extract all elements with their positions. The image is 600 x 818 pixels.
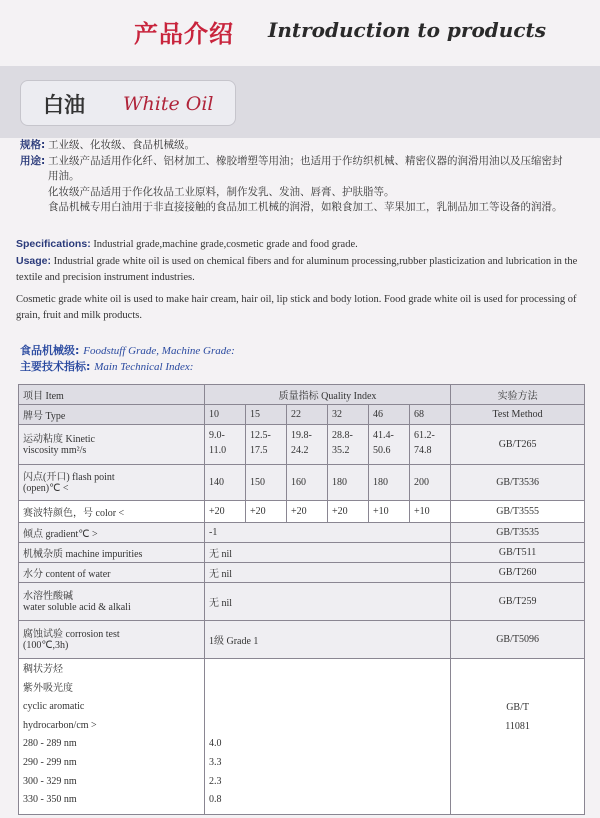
test-method: GB/T259 — [451, 583, 585, 621]
value-cell: 140 — [205, 465, 246, 501]
subheading-grade-en: Foodstuff Grade, Machine Grade: — [83, 345, 235, 357]
row-item: 腐蚀试验 corrosion test (100℃,3h) — [19, 621, 205, 659]
row-item: 机械杂质 machine impurities — [19, 543, 205, 563]
value-cell: 1级 Grade 1 — [205, 621, 451, 659]
technical-index-table — [18, 384, 585, 815]
value-cell: 9.0- 11.0 — [205, 425, 246, 465]
en-spec-text: Industrial grade,machine grade,cosmetic grade and food grade. — [90, 239, 358, 250]
section-title-cn: 产品介绍 — [134, 20, 234, 48]
value-cell: +20 — [246, 501, 287, 523]
cn-description — [20, 138, 590, 216]
table-header-row — [19, 385, 585, 405]
table-row-pour-point — [19, 523, 585, 543]
value-cell: -1 — [205, 523, 451, 543]
header-quality-index: 质量指标 Quality Index — [205, 385, 451, 405]
value-cell: +10 — [410, 501, 451, 523]
cn-usage-line3: 化妆级产品适用于作化妆品工业原料，制作发乳、发油、唇膏、护肤脂等。 — [48, 185, 395, 198]
table-grade-row — [19, 405, 585, 425]
row-item: 水溶性酸碱 water soluble acid & alkali — [19, 583, 205, 621]
value-cell: 180 — [369, 465, 410, 501]
en-cosmetic-text: Cosmetic grade white oil is used to make hair cream, hair oil, lip stick and body lotion. Food grade white oil is used for processing of grain, fruit and milk products. — [16, 294, 577, 321]
table-row-aromatics — [19, 659, 585, 815]
value-cell: +20 — [205, 501, 246, 523]
grade-cell: 68 — [410, 405, 451, 425]
en-usage-text: Industrial grade white oil is used on chemical fibers and for aluminum processing,rubber plasticization and lubrication in the textile and precision instrument industries. — [16, 256, 578, 283]
value-cell: 19.8- 24.2 — [287, 425, 328, 465]
grade-cell: 15 — [246, 405, 287, 425]
test-method: GB/T511 — [451, 543, 585, 563]
value-cell: 180 — [328, 465, 369, 501]
en-usage — [16, 253, 588, 286]
header-grade: 牌号 Type — [19, 405, 205, 425]
cn-usage-line1: 工业级产品适用作化纤、铝材加工、橡胶增塑等用油；也适用于作纺织机械、精密仪器的润滑用油以及压缩密封 — [48, 154, 563, 167]
value-cell: +20 — [287, 501, 328, 523]
value-cell: 41.4- 50.6 — [369, 425, 410, 465]
header-item: 项目 Item — [19, 385, 205, 405]
row-item: 赛波特颜色，号 color < — [19, 501, 205, 523]
section-header — [134, 14, 546, 48]
test-method: GB/T 11081 — [451, 659, 585, 815]
header-test-method-en: Test Method — [451, 405, 585, 425]
value-cell: 4.0 3.3 2.3 0.8 — [205, 659, 451, 815]
value-cell: 12.5- 17.5 — [246, 425, 287, 465]
grade-cell: 46 — [369, 405, 410, 425]
value-cell: +10 — [369, 501, 410, 523]
grade-cell: 10 — [205, 405, 246, 425]
value-cell: 无 nil — [205, 543, 451, 563]
grade-cell: 32 — [328, 405, 369, 425]
table-row-color — [19, 501, 585, 523]
value-cell: 200 — [410, 465, 451, 501]
cn-spec-text: 工业级、化妆级、食品机械级。 — [48, 139, 195, 151]
value-cell: 无 nil — [205, 563, 451, 583]
value-cell: 无 nil — [205, 583, 451, 621]
subheading-grade-cn: 食品机械级: — [20, 344, 80, 357]
test-method: GB/T3555 — [451, 501, 585, 523]
cn-spec-label: 规格: — [20, 139, 46, 151]
value-cell: 150 — [246, 465, 287, 501]
value-cell: 160 — [287, 465, 328, 501]
product-name-en: White Oil — [123, 93, 214, 115]
table-row-viscosity — [19, 425, 585, 465]
header-test-method-cn: 实验方法 — [451, 385, 585, 405]
cn-usage-line2: 用油。 — [48, 170, 80, 182]
en-description — [16, 236, 588, 324]
row-item: 闪点(开口) flash point (open)℃ < — [19, 465, 205, 501]
test-method: GB/T260 — [451, 563, 585, 583]
subheading-index-cn: 主要技术指标: — [20, 360, 91, 373]
test-method: GB/T3535 — [451, 523, 585, 543]
product-name-cn: 白油 — [43, 93, 85, 117]
row-item: 倾点 gradient℃ > — [19, 523, 205, 543]
table-row-flash-point — [19, 465, 585, 501]
test-method: GB/T265 — [451, 425, 585, 465]
table-row-water — [19, 563, 585, 583]
table-row-acid-alkali — [19, 583, 585, 621]
en-spec — [16, 236, 588, 253]
value-cell: +20 — [328, 501, 369, 523]
row-item: 水分 content of water — [19, 563, 205, 583]
en-spec-label: Specifications: — [16, 238, 91, 250]
en-usage-label: Usage: — [16, 255, 52, 267]
subheading-grade — [20, 342, 235, 358]
subheading-index — [20, 358, 193, 374]
product-name-box — [20, 80, 236, 126]
value-cell: 61.2- 74.8 — [410, 425, 451, 465]
section-title-en: Introduction to products — [268, 18, 546, 42]
table-row-corrosion — [19, 621, 585, 659]
table-row-impurities — [19, 543, 585, 563]
row-item: 稠状芳烃 紫外吸光度 cyclic aromatic hydrocarbon/cm > 280 - 289 nm 290 - 299 nm 300 - 329 nm 330 - 350 nm — [19, 659, 205, 815]
cn-usage-line4: 食品机械专用白油用于非直接接触的食品加工机械的润滑，如粮食加工、苹果加工，乳制品加工等设备的润滑。 — [48, 201, 563, 213]
cn-usage-label: 用途: — [20, 154, 46, 167]
test-method: GB/T5096 — [451, 621, 585, 659]
grade-cell: 22 — [287, 405, 328, 425]
value-cell: 28.8- 35.2 — [328, 425, 369, 465]
subheading-index-en: Main Technical Index: — [94, 361, 194, 373]
test-method: GB/T3536 — [451, 465, 585, 501]
row-item: 运动粘度 Kinetic viscosity mm²/s — [19, 425, 205, 465]
